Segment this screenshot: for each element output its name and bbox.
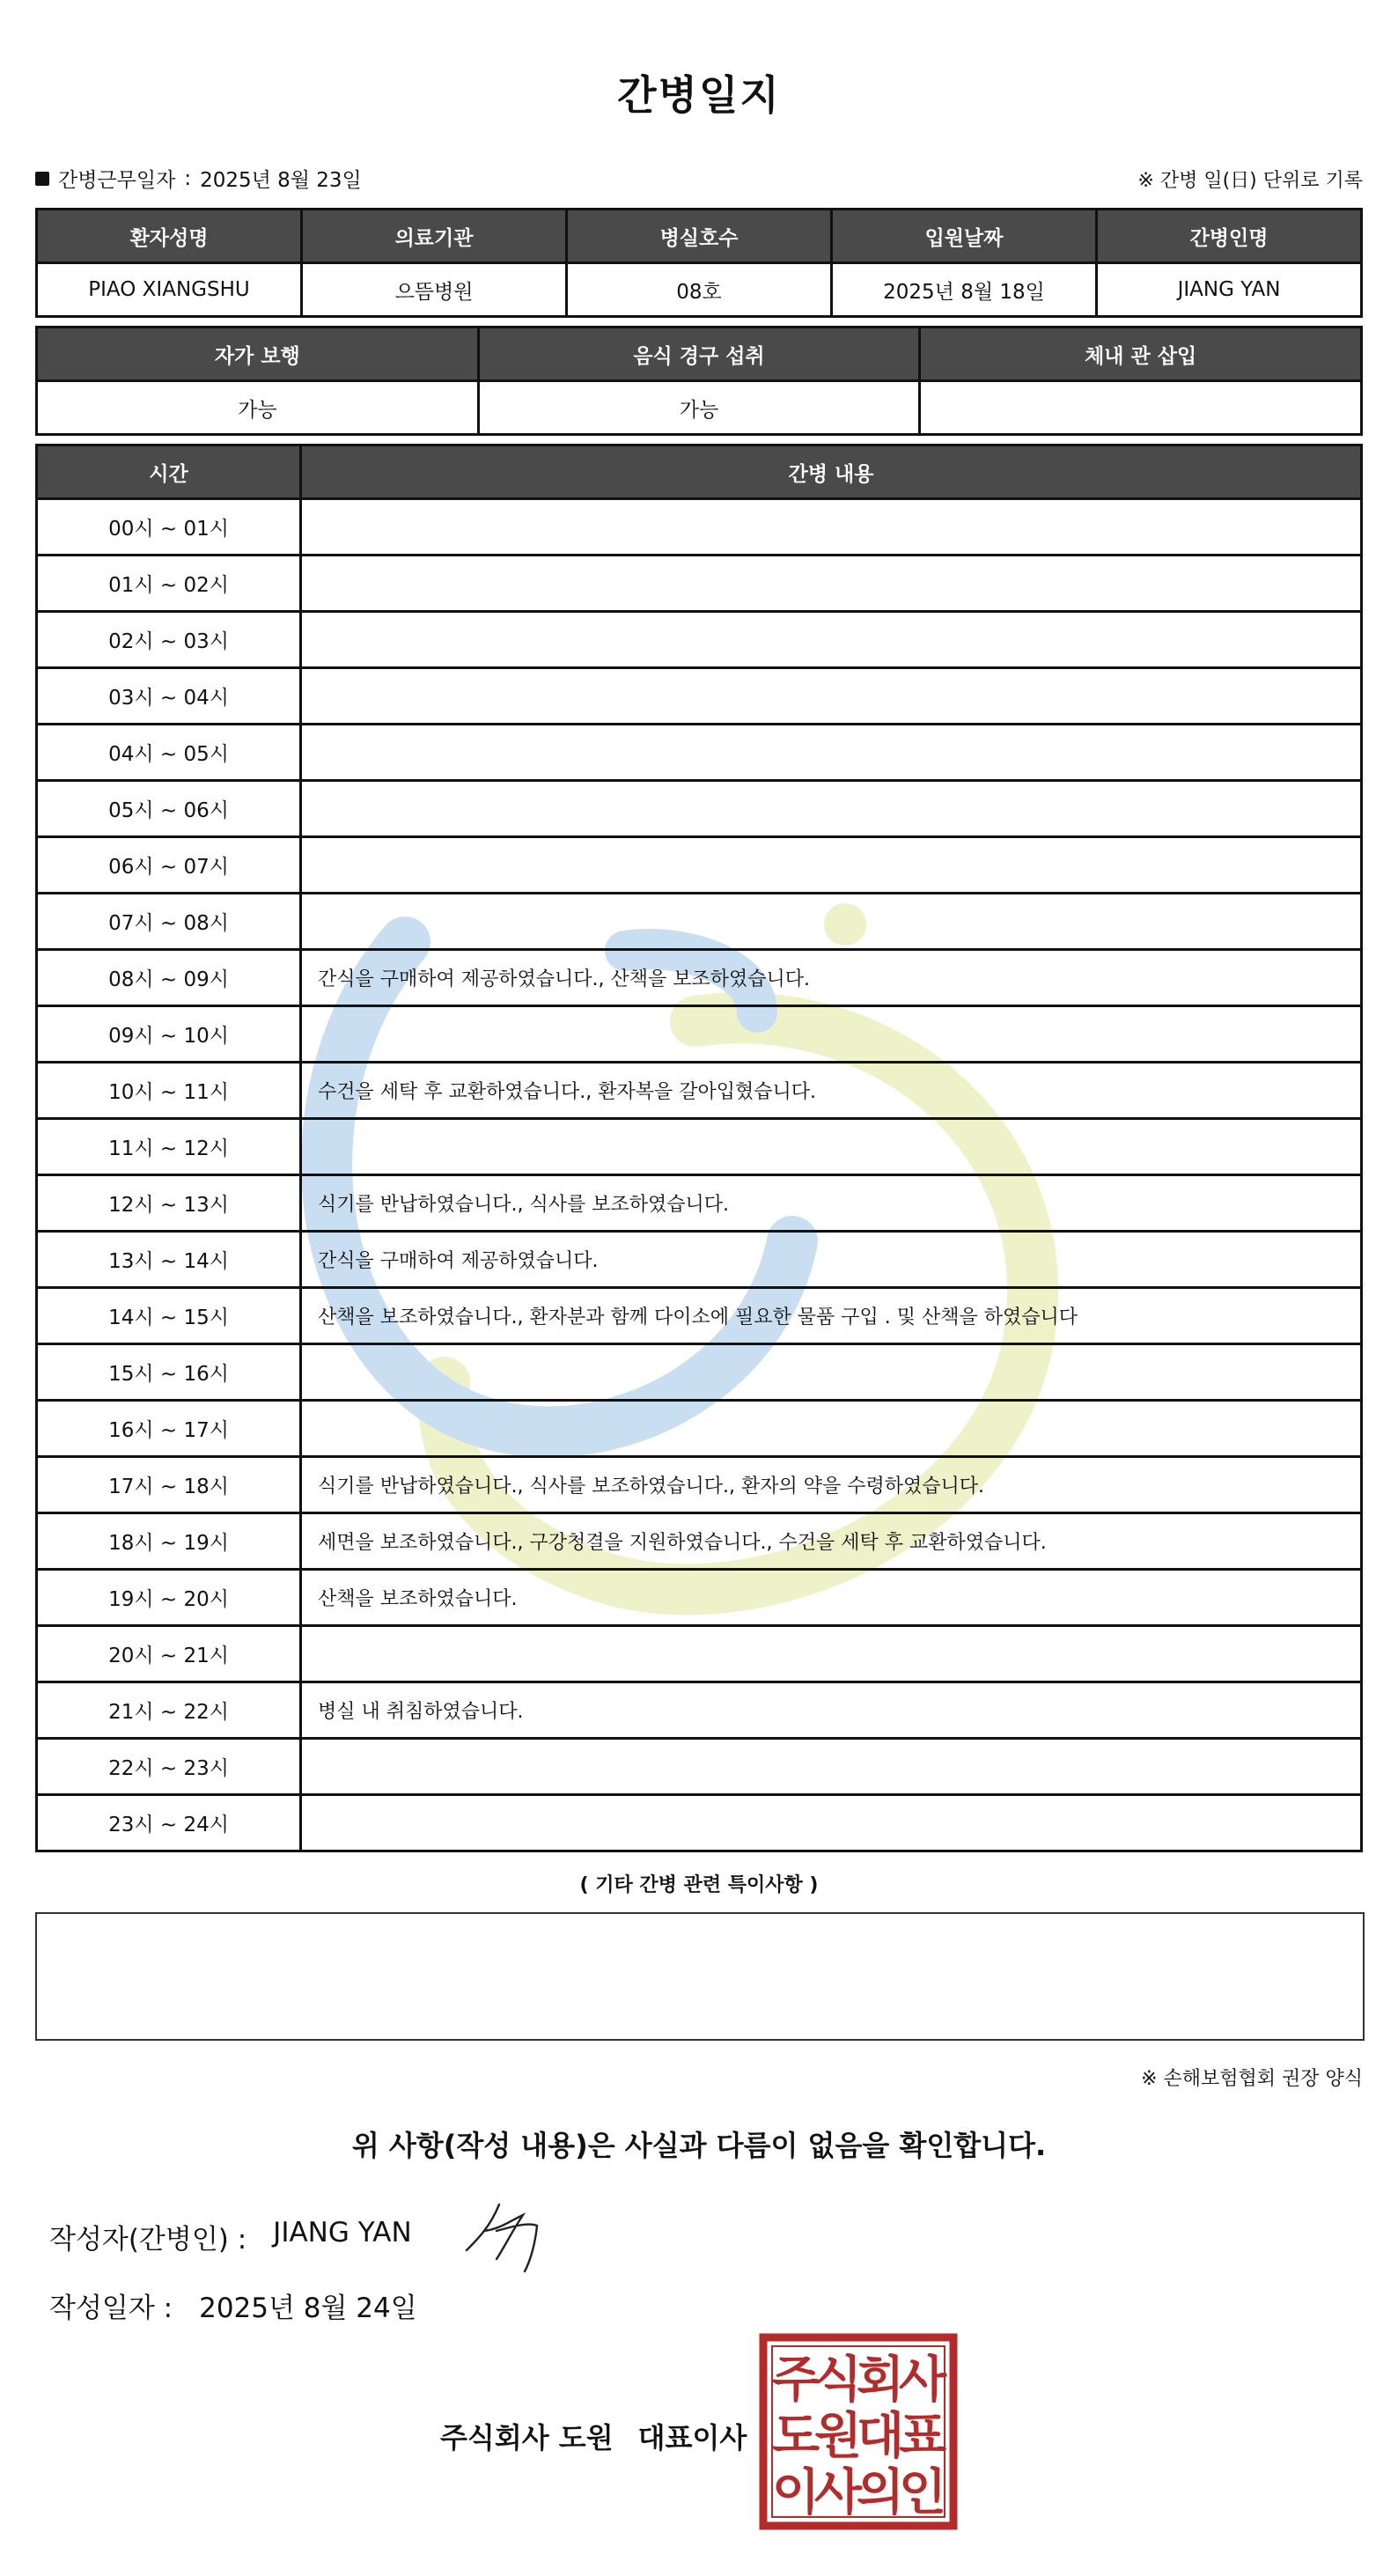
log-row — [37, 1401, 1362, 1457]
log-content — [301, 1401, 1362, 1457]
log-content — [301, 894, 1362, 950]
confirmation-statement: 위 사항(작성 내용)은 사실과 다름이 없음을 확인합니다. — [351, 2129, 1047, 2162]
log-time: 17시 ~ 18시 — [37, 1457, 301, 1513]
care-log-table — [35, 444, 1363, 1852]
log-content — [301, 837, 1362, 894]
seal-character: 인 — [898, 2464, 947, 2521]
log-content — [301, 556, 1362, 612]
log-time: 13시 ~ 14시 — [37, 1232, 301, 1288]
handwritten-signature — [460, 2196, 548, 2275]
time-column-header: 시간 — [37, 445, 301, 499]
log-time: 03시 ~ 04시 — [37, 668, 301, 725]
log-row — [37, 1119, 1362, 1175]
work-date-label: 간병근무일자 — [58, 169, 176, 192]
log-content: 병실 내 취침하였습니다. — [301, 1682, 1362, 1739]
patient-status-table — [35, 326, 1363, 436]
log-content — [301, 725, 1362, 781]
log-content: 세면을 보조하였습니다., 구강청결을 지원하였습니다., 수건을 세탁 후 교환하였습니다. — [301, 1513, 1362, 1570]
log-row — [37, 1457, 1362, 1513]
work-date-value: 2025년 8월 23일 — [200, 169, 362, 192]
log-row — [37, 1344, 1362, 1401]
record-unit-note: ※ 간병 일(日) 단위로 기록 — [1137, 170, 1363, 192]
writer-line — [49, 2217, 412, 2256]
work-date-line — [35, 164, 362, 193]
seal-character: 식 — [813, 2352, 863, 2409]
log-row — [37, 1682, 1362, 1739]
log-time: 16시 ~ 17시 — [37, 1401, 301, 1457]
log-row — [37, 556, 1362, 612]
log-content: 수건을 세탁 후 교환하였습니다., 환자복을 갈아입혔습니다. — [301, 1063, 1362, 1119]
log-content — [301, 612, 1362, 668]
log-content — [301, 499, 1362, 556]
special-notes-box — [35, 1912, 1365, 2041]
log-time: 14시 ~ 15시 — [37, 1288, 301, 1344]
log-row — [37, 1626, 1362, 1682]
bullet-square-icon — [35, 172, 49, 186]
seal-character: 의 — [856, 2464, 905, 2521]
written-date-value: 2025년 8월 24일 — [199, 2293, 417, 2324]
log-time: 00시 ~ 01시 — [37, 499, 301, 556]
log-time: 06시 ~ 07시 — [37, 837, 301, 894]
log-row — [37, 612, 1362, 668]
hospital-name: 으뜸병원 — [302, 263, 567, 317]
log-content — [301, 668, 1362, 725]
log-time: 21시 ~ 22시 — [37, 1682, 301, 1739]
status-header: 자가 보행 — [37, 328, 479, 381]
writer-label: 작성자(간병인) : — [49, 2224, 247, 2256]
log-content — [301, 1006, 1362, 1063]
log-time: 11시 ~ 12시 — [37, 1119, 301, 1175]
seal-character: 주 — [771, 2352, 820, 2409]
log-row — [37, 894, 1362, 950]
log-time: 02시 ~ 03시 — [37, 612, 301, 668]
log-content: 간식을 구매하여 제공하였습니다., 산책을 보조하였습니다. — [301, 950, 1362, 1006]
log-time: 10시 ~ 11시 — [37, 1063, 301, 1119]
log-time: 08시 ~ 09시 — [37, 950, 301, 1006]
log-content — [301, 781, 1362, 837]
seal-character: 대 — [856, 2408, 905, 2465]
seal-character: 사 — [898, 2352, 947, 2409]
company-name: 주식회사 도원 — [440, 2421, 614, 2455]
company-role: 대표이사 — [637, 2421, 747, 2455]
info-header: 입원날짜 — [832, 210, 1097, 263]
info-header: 의료기관 — [302, 210, 567, 263]
log-time: 09시 ~ 10시 — [37, 1006, 301, 1063]
seal-character: 회 — [856, 2352, 905, 2409]
log-row — [37, 1063, 1362, 1119]
log-time: 19시 ~ 20시 — [37, 1570, 301, 1626]
log-time: 20시 ~ 21시 — [37, 1626, 301, 1682]
log-time: 07시 ~ 08시 — [37, 894, 301, 950]
log-row — [37, 668, 1362, 725]
info-header: 병실호수 — [567, 210, 832, 263]
log-time: 12시 ~ 13시 — [37, 1175, 301, 1232]
self-walking-value: 가능 — [37, 381, 479, 435]
seal-character: 이 — [771, 2464, 820, 2521]
log-content — [301, 1739, 1362, 1795]
log-row — [37, 1795, 1362, 1851]
log-row — [37, 950, 1362, 1006]
log-time: 01시 ~ 02시 — [37, 556, 301, 612]
tube-insertion-value — [920, 381, 1362, 435]
patient-name: PIAO XIANGSHU — [37, 263, 302, 317]
log-content: 산책을 보조하였습니다. — [301, 1570, 1362, 1626]
log-row — [37, 781, 1362, 837]
log-time: 23시 ~ 24시 — [37, 1795, 301, 1851]
log-content — [301, 1119, 1362, 1175]
log-content — [301, 1795, 1362, 1851]
info-header: 환자성명 — [37, 210, 302, 263]
log-row — [37, 1739, 1362, 1795]
page-title: 간병일지 — [617, 71, 781, 119]
seal-character: 사 — [813, 2464, 863, 2521]
log-content: 산책을 보조하였습니다., 환자분과 함께 다이소에 필요한 물품 구입 . 및 산책을 하였습니다 — [301, 1288, 1362, 1344]
oral-intake-value: 가능 — [478, 381, 920, 435]
log-row — [37, 1232, 1362, 1288]
company-seal-stamp — [759, 2333, 958, 2530]
written-date-line — [49, 2285, 417, 2325]
log-time: 22시 ~ 23시 — [37, 1739, 301, 1795]
work-date-separator: : — [184, 166, 192, 190]
log-row — [37, 1006, 1362, 1063]
log-time: 18시 ~ 19시 — [37, 1513, 301, 1570]
writer-name: JIANG YAN — [273, 2217, 412, 2248]
log-time: 04시 ~ 05시 — [37, 725, 301, 781]
admission-date: 2025년 8월 18일 — [832, 263, 1097, 317]
log-content: 식기를 반납하였습니다., 식사를 보조하였습니다. — [301, 1175, 1362, 1232]
caregiver-name: JIANG YAN — [1097, 263, 1362, 317]
info-header: 간병인명 — [1097, 210, 1362, 263]
log-content — [301, 1344, 1362, 1401]
company-line — [440, 2416, 747, 2456]
special-notes-title: ( 기타 간병 관련 특이사항 ) — [579, 1874, 819, 1896]
status-header: 음식 경구 섭취 — [478, 328, 920, 381]
seal-character: 도 — [771, 2408, 820, 2465]
seal-character: 표 — [898, 2408, 947, 2465]
log-row — [37, 725, 1362, 781]
log-time: 05시 ~ 06시 — [37, 781, 301, 837]
log-row — [37, 837, 1362, 894]
log-row — [37, 1570, 1362, 1626]
log-row — [37, 1175, 1362, 1232]
content-column-header: 간병 내용 — [301, 445, 1362, 499]
form-source-note: ※ 손해보험협회 권장 양식 — [1141, 2068, 1363, 2090]
log-row — [37, 1513, 1362, 1570]
patient-info-table — [35, 208, 1363, 318]
log-content: 식기를 반납하였습니다., 식사를 보조하였습니다., 환자의 약을 수령하였습니다. — [301, 1457, 1362, 1513]
written-date-label: 작성일자 : — [49, 2293, 173, 2324]
seal-character: 원 — [813, 2408, 863, 2465]
log-row — [37, 499, 1362, 556]
log-content — [301, 1626, 1362, 1682]
status-header: 체내 관 삽입 — [920, 328, 1362, 381]
log-time: 15시 ~ 16시 — [37, 1344, 301, 1401]
log-content: 간식을 구매하여 제공하였습니다. — [301, 1232, 1362, 1288]
log-row — [37, 1288, 1362, 1344]
room-number: 08호 — [567, 263, 832, 317]
